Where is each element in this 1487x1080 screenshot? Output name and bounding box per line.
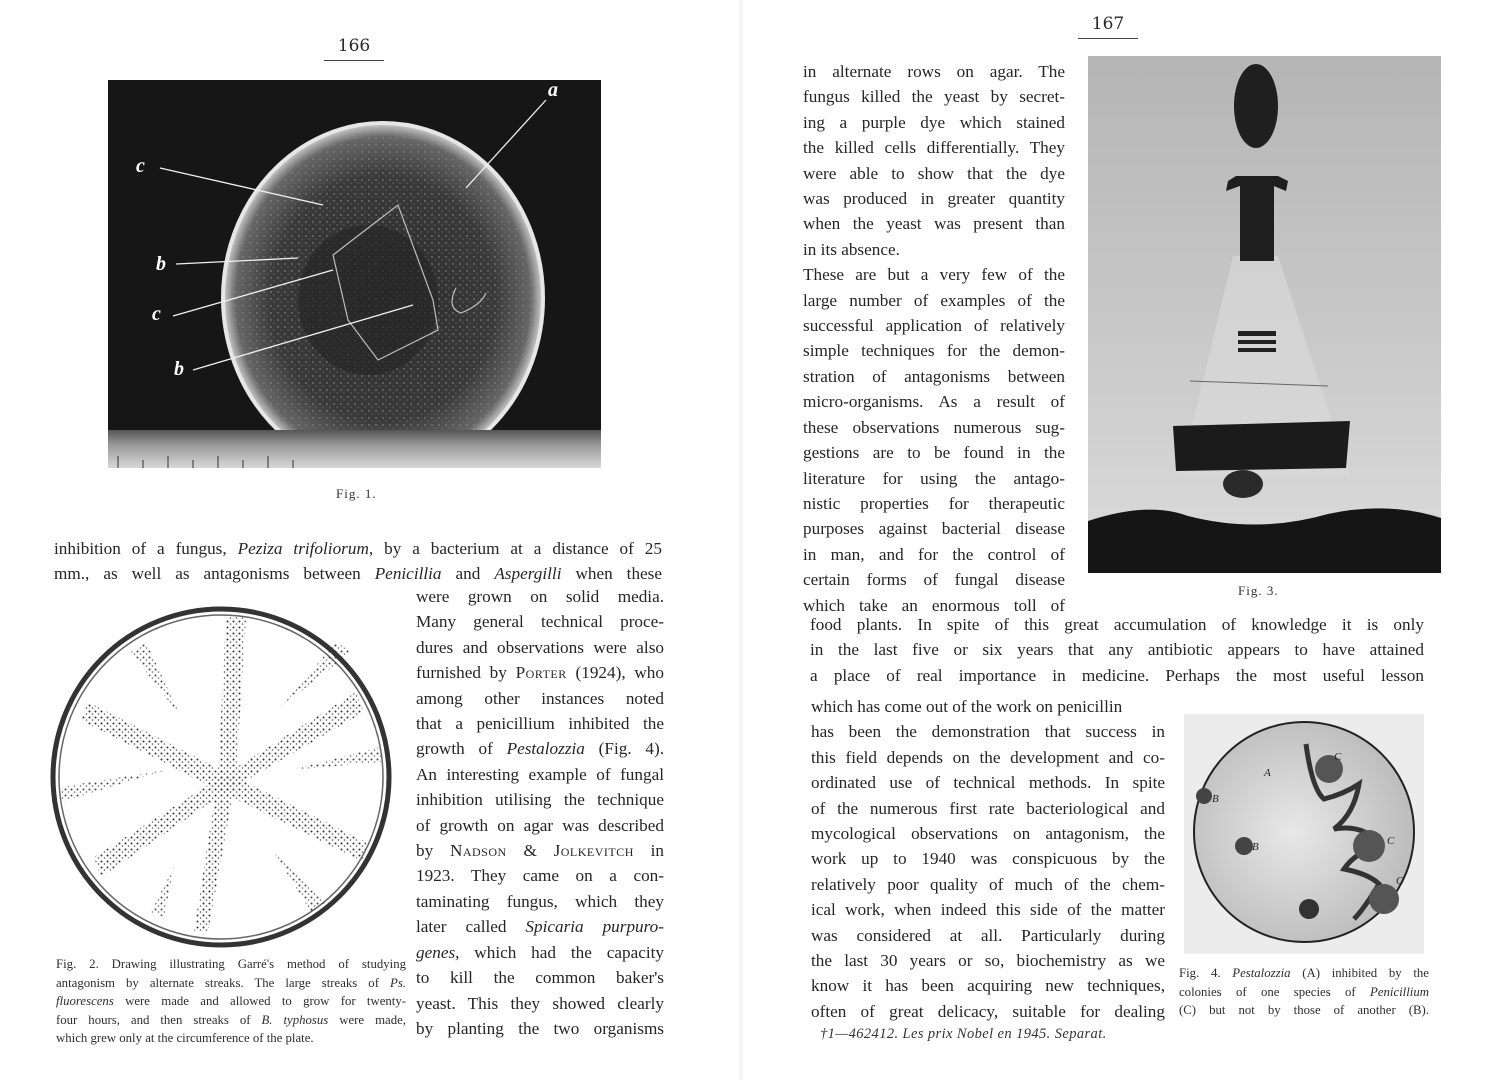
page-number-right: 167 (1078, 14, 1138, 39)
figure-3-caption: Fig. 3. (1238, 583, 1279, 598)
label-C-top: C (1334, 751, 1342, 763)
figure-2-caption (56, 955, 406, 1048)
text-line: An interesting example of fungal (416, 764, 664, 784)
text-line: in alternate rows on agar. The (803, 62, 1065, 81)
text-line: a place of real importance in medicine. Perhaps the most useful lesson (810, 665, 1424, 685)
text-line: nistic properties for therapeutic (803, 493, 1065, 513)
text-line: Fig. 4. Pestalozzia (A) inhibited by the (1179, 966, 1429, 980)
text-line: relatively poor quality of much of the chem- (811, 874, 1165, 894)
text-line: in man, and for the control of (803, 544, 1065, 564)
text-line: mycological observations on antagonism, the (811, 824, 1165, 844)
streak-plate-drawing-icon (46, 602, 396, 952)
text-line: yeast. This they showed clearly (416, 993, 664, 1013)
label-b-bottom: b (174, 358, 184, 380)
text-line: growth of Pestalozzia (Fig. 4). (416, 739, 665, 759)
figure-1-photo (108, 80, 601, 468)
label-c-top: c (136, 155, 145, 177)
left-column-text (416, 584, 664, 1041)
text-line: which grew only at the circumference of the plate. (56, 1031, 314, 1046)
text-line: Many general technical proce- (416, 612, 664, 632)
figure-4-caption (1179, 964, 1429, 1020)
flask-photo-icon (1088, 56, 1441, 573)
text-line: were able to show that the dye (803, 163, 1065, 183)
text-line: of growth on agar was described (416, 815, 664, 835)
page-number-left: 166 (324, 36, 384, 61)
text-line: inhibition utilising the technique (416, 790, 664, 810)
text-line: ing a purple dye which stained (803, 112, 1065, 132)
text-line: in the last five or six years that any antibiotic appears to have attained (810, 640, 1424, 660)
figure-3-photo (1088, 56, 1441, 573)
text-line: furnished by Porter (1924), who (416, 663, 664, 683)
text-line: (C) but not by those of another (B). (1179, 1003, 1429, 1018)
label-A: A (1264, 767, 1271, 779)
text-line: often of great delicacy, suitable for dealing (811, 1001, 1165, 1021)
label-C-bottom: C (1396, 875, 1404, 887)
book-gutter (738, 0, 744, 1080)
text-line: among other instances noted (416, 688, 664, 708)
label-B-left: B (1212, 793, 1219, 805)
text-line: was produced in greater quantity (803, 189, 1065, 209)
text-line: These are but a very few of the (803, 265, 1065, 285)
label-b-top: b (156, 253, 166, 275)
text-line: which take an enormous toll of (803, 595, 1065, 615)
text-line: gestions are to be found in the (803, 443, 1065, 463)
text-line: four hours, and then streaks of B. typhosus were made, (56, 1012, 406, 1027)
figure-4-drawing (1184, 714, 1424, 954)
text-line: fluorescens were made and allowed to grow for twenty- (56, 994, 406, 1009)
text-line: by Nadson & Jolkevitch in (416, 841, 665, 861)
label-B-center: B (1252, 841, 1259, 853)
text-line: by planting the two organisms (416, 1018, 664, 1038)
label-a: a (548, 80, 558, 101)
page-footer-note: †1—462412. Les prix Nobel en 1945. Separat. (820, 1026, 1107, 1042)
text-line: was considered at all. Particularly during (811, 925, 1165, 945)
pestalozzia-plate-icon (1184, 714, 1424, 954)
text-line: this field depends on the development and co- (811, 747, 1165, 767)
text-line: simple techniques for the demon- (803, 341, 1065, 361)
text-line: Fig. 2. Drawing illustrating Garré's method of studying (56, 957, 406, 971)
lower-column-text (811, 694, 1165, 1024)
intro-paragraph (54, 536, 662, 587)
text-line: know it has been acquiring new techniques, (811, 976, 1165, 996)
text-line: successful application of relatively (803, 316, 1065, 336)
text-line: ordinated use of technical methods. In spite (811, 773, 1165, 793)
text-line: ical work, when indeed this side of the matter (811, 900, 1165, 920)
petri-dish-photo-icon (108, 80, 601, 468)
text-line: to kill the common baker's (416, 968, 664, 988)
text-line: food plants. In spite of this great accumulation of knowledge it is only (810, 615, 1424, 634)
text-line: has been the demonstration that success in (811, 722, 1165, 742)
label-c-mid: c (152, 303, 161, 325)
text-line: certain forms of fungal disease (803, 570, 1065, 590)
text-line: stration of antagonisms between (803, 366, 1065, 386)
text-line: of the numerous first rate bacteriological and (811, 798, 1165, 818)
text-line: literature for using the antago- (803, 468, 1065, 488)
text-line: mm., as well as antagonisms between Penicillia and Aspergilli when these (54, 564, 662, 584)
text-line: these observations numerous sug- (803, 417, 1065, 437)
text-line: work up to 1940 was conspicuous by the (811, 849, 1165, 869)
text-line: when the yeast was present than (803, 214, 1065, 234)
figure-1-caption: Fig. 1. (336, 486, 377, 501)
text-line: the last 30 years or so, biochemistry as we (811, 951, 1165, 971)
text-line: micro-organisms. As a result of (803, 392, 1065, 412)
text-line: colonies of one species of Penicillium (1179, 984, 1429, 999)
text-line: 1923. They came on a con- (416, 866, 664, 886)
text-line: in its absence. (803, 239, 900, 259)
text-line: which has come out of the work on penicillin (811, 697, 1123, 716)
figure-2-drawing (46, 602, 396, 952)
text-line: the killed cells differentially. They (803, 138, 1065, 158)
text-line: that a penicillium inhibited the (416, 714, 664, 734)
text-line: were grown on solid media. (416, 587, 664, 606)
text-line: fungus killed the yeast by secret- (803, 87, 1065, 107)
right-column-text (803, 59, 1065, 618)
full-width-text (810, 612, 1424, 688)
text-line: antagonism by alternate streaks. The large streaks of Ps. (56, 975, 406, 990)
text-line: dures and observations were also (416, 637, 664, 657)
text-line: later called Spicaria purpuro- (416, 917, 664, 937)
text-line: inhibition of a fungus, Peziza trifoliorum, by a bacterium at a distance of 25 (54, 539, 662, 558)
text-line: taminating fungus, which they (416, 891, 664, 911)
label-C-mid: C (1387, 835, 1395, 847)
text-line: large number of examples of the (803, 290, 1065, 310)
text-line: purposes against bacterial disease (803, 519, 1065, 539)
text-line: genes, which had the capacity (416, 942, 664, 962)
